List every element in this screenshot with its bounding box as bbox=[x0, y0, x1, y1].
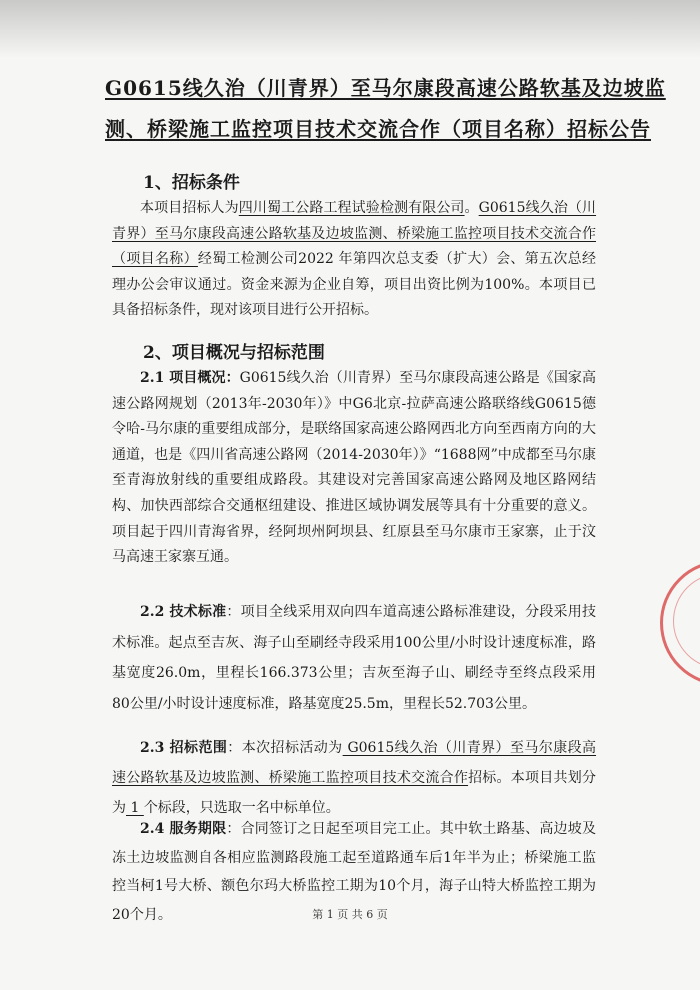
section-1-paragraph bbox=[112, 196, 596, 324]
project-name: G0615线久治（川青界）至马尔康段高速公路软基及边坡监测、桥梁施工监控项目技术交流合作（项目名称） bbox=[112, 200, 597, 268]
project-overview-paragraph bbox=[112, 366, 596, 571]
tender-scope-paragraph bbox=[112, 733, 596, 823]
text: 经蜀工检测公司2022 年第四次总支委（扩大）会、第五次总经理办公会审议通过。资金来源为企业自筹，项目出资比例为100%。本项目已具备招标条件，现对该项目进行公开招标。 bbox=[112, 251, 597, 319]
service-text: ：合同签订之日起至项目完工止。其中软土路基、高边坡及冻土边坡监测自各相应监测路段施工起至道路通车后1年半为止；桥梁施工监控当柯1号大桥、额色尔玛大桥监控工期为10个月，海子山特大桥监控工期为20个月。 bbox=[112, 821, 596, 923]
text: ：本次招标活动为 bbox=[227, 740, 343, 756]
lot-count: 1 bbox=[126, 800, 144, 816]
scope-project-name: G0615线久治（川青界）至马尔康段高速公路软基及边坡监测、桥梁施工监控项目技术交流合作 bbox=[112, 740, 597, 786]
seal-inner-ring bbox=[673, 573, 700, 669]
document-title-line-1: G0615线久治（川青界）至马尔康段高速公路软基及边坡监 bbox=[105, 76, 666, 100]
tenderer-name: 四川蜀工公路工程试验检测有限公司 bbox=[238, 200, 465, 216]
overview-text: G0615线久治（川青界）至马尔康段高速公路是《国家高速公路网规划（2013年-2030年）》中G6北京-拉萨高速公路联络线G0615德令哈-马尔康的重要组成部分，是联络国家高速公路网西北方向至西南方向的大通道，也是《四川省高速公路网（2014-2030年）》“1688网”中成都至马尔康至青海放射线的重要组成路段。其建设对完善国家高速公路网及地区路网结构、加快西部综合交通枢纽建设、推进区域协调发展等具有十分重要的意义。项目起于四川青海省界，经阿坝州阿坝县、红原县至马尔康市王家寨，止于汶马高速王家寨互通。 bbox=[112, 370, 597, 566]
overview-label: 2.1 项目概况： bbox=[140, 370, 240, 386]
section-2-heading: 2、项目概况与招标范围 bbox=[143, 343, 325, 363]
text: 个标段，只选取一名中标单位。 bbox=[143, 800, 340, 816]
scan-shadow bbox=[0, 0, 700, 58]
standard-label: 2.2 技术标准 bbox=[140, 604, 227, 620]
red-seal-stamp bbox=[660, 560, 700, 686]
standard-text: ：项目全线采用双向四车道高速公路标准建设，分段采用技术标准。起点至吉灰、海子山至刷经寺段采用100公里/小时设计速度标准，路基宽度26.0m，里程长166.373公里；吉灰至海子山、刷经寺至终点段采用80公里/小时设计速度标准，路基宽度25.5m，里程长52.703公里。 bbox=[112, 604, 596, 712]
page-number-footer: 第 1 页 共 6 页 bbox=[312, 908, 388, 921]
document-title-line-2: 测、桥梁施工监控项目技术交流合作（项目名称）招标公告 bbox=[105, 117, 651, 141]
text: 招标。本项目共划分为 bbox=[112, 770, 597, 816]
service-label: 2.4 服务期限 bbox=[140, 821, 227, 837]
text: 本项目招标人为 bbox=[140, 200, 239, 216]
text: 。 bbox=[464, 200, 479, 216]
scope-label: 2.3 招标范围 bbox=[140, 740, 228, 756]
technical-standard-paragraph bbox=[112, 597, 596, 719]
section-1-heading: 1、招标条件 bbox=[143, 173, 240, 193]
